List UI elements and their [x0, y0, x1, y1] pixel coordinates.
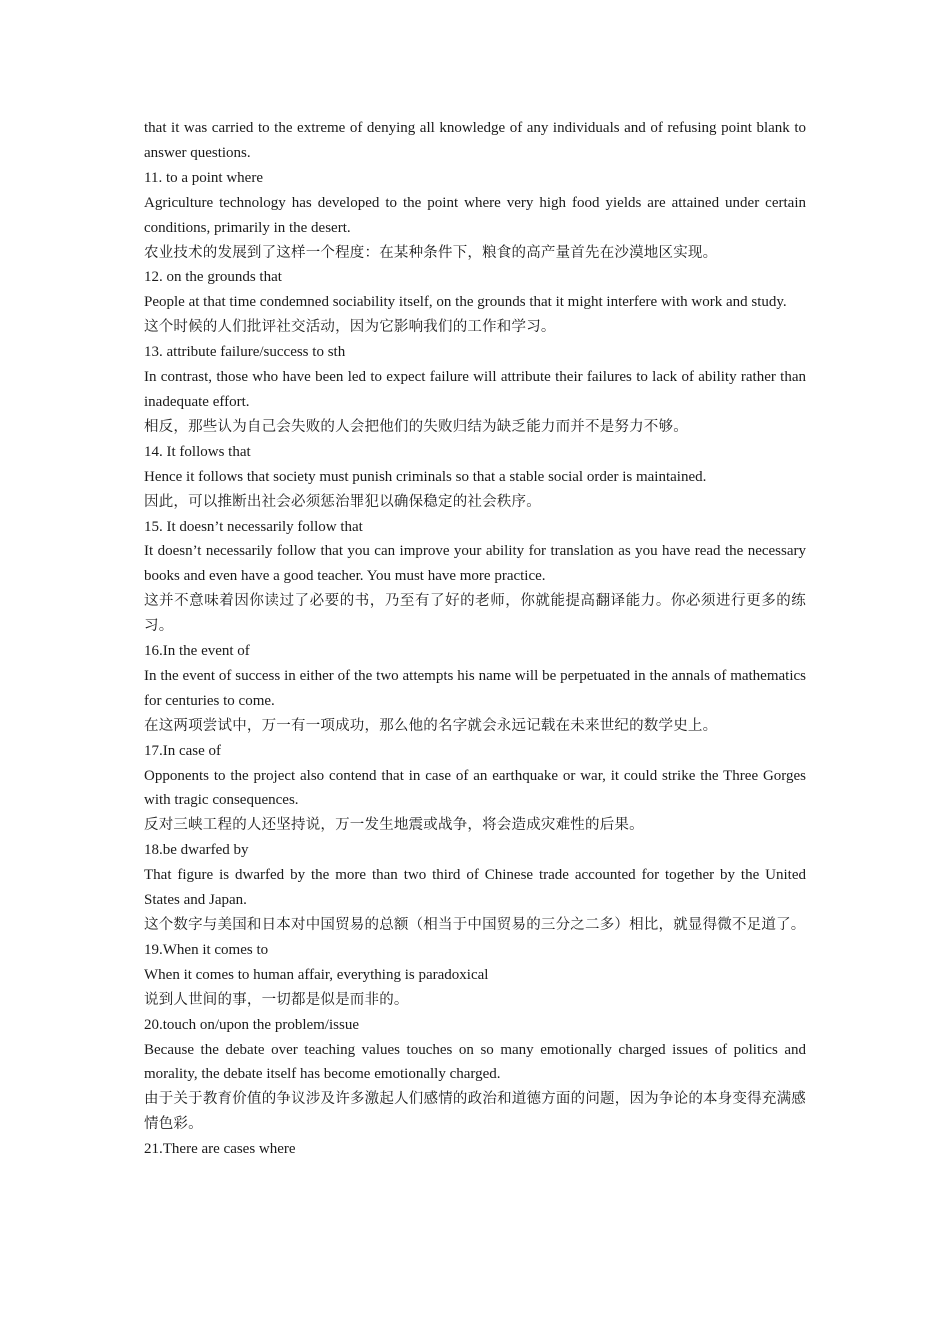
chinese-translation: 说到人世间的事，一切都是似是而非的。 [144, 991, 409, 1008]
document-page [144, 116, 806, 1162]
text-continuation: that it was carried to the extreme of denying all knowledge of any individuals and of refusing point blank to answer questions. [144, 120, 806, 161]
phrase-heading: 21.There are cases where [144, 1141, 296, 1158]
phrase-heading: 11. to a point where [144, 169, 263, 186]
english-example: Opponents to the project also contend that in case of an earthquake or war, it could strike the Three Gorges with tragic consequences. [144, 767, 806, 809]
english-example: In contrast, those who have been led to expect failure will attribute their failures to lack of ability rather than inadequate effort. [144, 369, 806, 410]
chinese-translation: 在这两项尝试中，万一有一项成功，那么他的名字就会永远记载在未来世纪的数学史上。 [144, 717, 718, 734]
english-example: Because the debate over teaching values touches on so many emotionally charged issues of politics and morality, the debate itself has become emotionally charged. [144, 1041, 806, 1083]
chinese-translation: 这并不意味着因你读过了必要的书，乃至有了好的老师，你就能提高翻译能力。你必须进行更多的练习。 [144, 593, 806, 635]
phrase-heading: 20.touch on/upon the problem/issue [144, 1016, 359, 1033]
english-example: It doesn’t necessarily follow that you can improve your ability for translation as you have read the necessary books and even have a good teacher. You must have more practice. [144, 543, 806, 585]
phrase-heading: 18.be dwarfed by [144, 842, 249, 859]
phrase-heading: 17.In case of [144, 742, 222, 759]
chinese-translation: 因此，可以推断出社会必须惩治罪犯以确保稳定的社会秩序。 [144, 493, 541, 510]
english-example: In the event of success in either of the two attempts his name will be perpetuated in the annals of mathematics for centuries to come. [144, 667, 806, 709]
phrase-heading: 13. attribute failure/success to sth [144, 344, 346, 361]
english-example: Hence it follows that society must punish criminals so that a stable social order is maintained. [144, 468, 707, 485]
phrase-heading: 12. on the grounds that [144, 269, 282, 286]
english-example: People at that time condemned sociability itself, on the grounds that it might interfere with work and study. [144, 294, 787, 311]
chinese-translation: 由于关于教育价值的争议涉及许多激起人们感情的政治和道德方面的问题，因为争论的本身变得充满感情色彩。 [144, 1091, 806, 1133]
chinese-translation: 这个时候的人们批评社交活动，因为它影响我们的工作和学习。 [144, 319, 556, 336]
phrase-heading: 14. It follows that [144, 443, 251, 460]
phrase-heading: 19.When it comes to [144, 941, 269, 958]
phrase-heading: 15. It doesn’t necessarily follow that [144, 518, 363, 535]
english-example: When it comes to human affair, everything is paradoxical [144, 966, 489, 983]
chinese-translation: 农业技术的发展到了这样一个程度：在某种条件下，粮食的高产量首先在沙漠地区实现。 [144, 244, 718, 261]
english-example: Agriculture technology has developed to the point where very high food yields are attained under certain conditions, primarily in the desert. [144, 194, 806, 236]
chinese-translation: 反对三峡工程的人还坚持说，万一发生地震或战争，将会造成灾难性的后果。 [144, 817, 644, 834]
phrase-heading: 16.In the event of [144, 643, 250, 660]
chinese-translation: 这个数字与美国和日本对中国贸易的总额（相当于中国贸易的三分之二多）相比，就显得微不足道了。 [144, 917, 806, 933]
chinese-translation: 相反，那些认为自己会失败的人会把他们的失败归结为缺乏能力而并不是努力不够。 [144, 418, 688, 435]
english-example: That figure is dwarfed by the more than two third of Chinese trade accounted for together by the United States and Japan. [144, 867, 806, 909]
